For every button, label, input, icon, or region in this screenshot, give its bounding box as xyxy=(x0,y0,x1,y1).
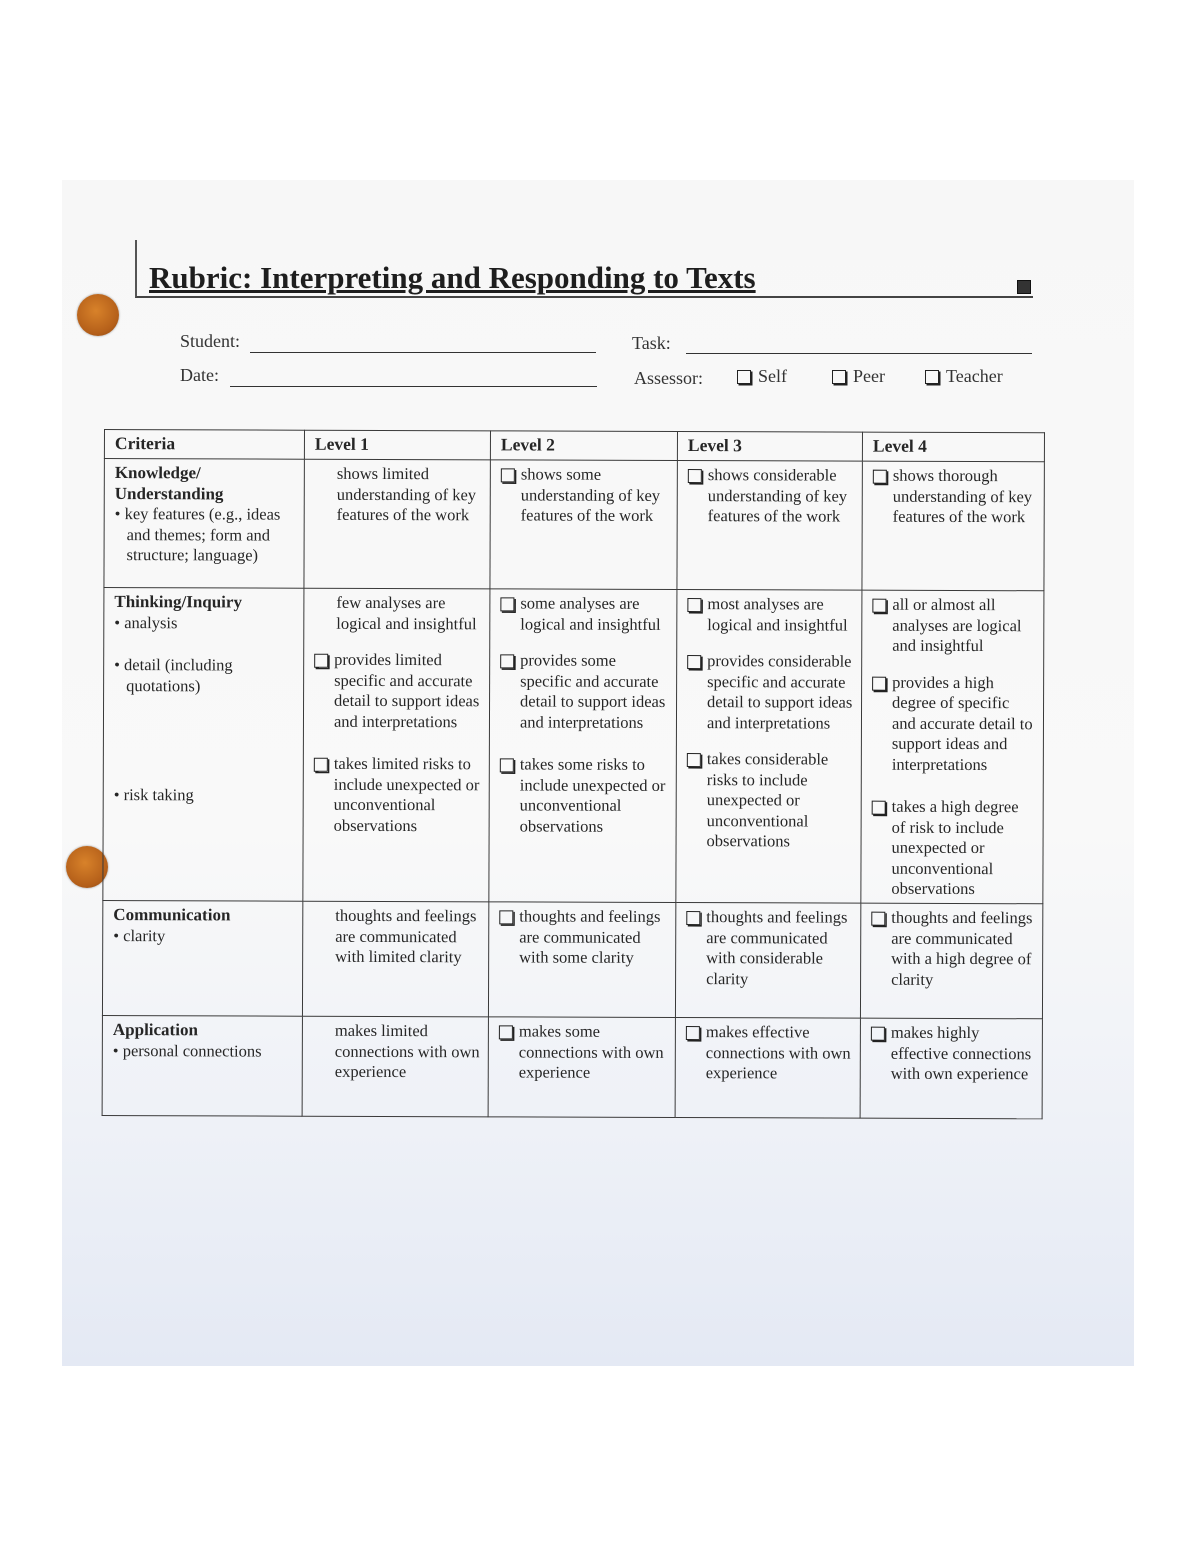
header-criteria: Criteria xyxy=(104,430,304,460)
assessor-option-label: Teacher xyxy=(946,366,1003,386)
header-level-4: Level 4 xyxy=(862,432,1044,462)
task-label: Task: xyxy=(632,333,671,353)
checkbox-icon[interactable] xyxy=(686,1026,700,1040)
descriptor[interactable] xyxy=(500,754,668,837)
descriptor[interactable] xyxy=(686,907,852,990)
task-field[interactable] xyxy=(686,353,1032,354)
checkbox-icon[interactable] xyxy=(314,758,328,772)
criteria-bullet: • clarity xyxy=(113,925,166,945)
criteria-bullet: • risk taking xyxy=(113,785,194,805)
checkbox-icon[interactable] xyxy=(832,370,846,384)
descriptor xyxy=(313,1021,480,1083)
level-cell xyxy=(489,589,677,903)
descriptor-text: thoughts and feelings are communicated with some clarity xyxy=(519,906,661,967)
descriptor[interactable] xyxy=(687,594,853,636)
descriptor-text: thoughts and feelings are communicated with considerable clarity xyxy=(706,907,848,988)
checkbox-icon[interactable] xyxy=(871,912,885,926)
descriptor[interactable] xyxy=(686,1022,852,1084)
descriptor[interactable] xyxy=(872,672,1035,775)
descriptor-text: makes some connections with own experience xyxy=(518,1021,664,1082)
descriptor-text: provides some specific and accurate detail to support ideas and interpretations xyxy=(519,650,666,732)
assessor-option-self[interactable] xyxy=(737,366,787,387)
level-cell xyxy=(861,590,1044,904)
descriptor[interactable] xyxy=(499,1021,667,1083)
descriptor[interactable] xyxy=(872,595,1035,657)
descriptor-text: takes limited risks to include unexpected or unconventional observations xyxy=(333,753,480,835)
descriptor[interactable] xyxy=(314,754,481,837)
header-level-3: Level 3 xyxy=(677,432,862,462)
descriptor[interactable] xyxy=(501,464,669,526)
descriptor-text: shows considerable understanding of key features of the work xyxy=(707,465,848,526)
checkbox-icon[interactable] xyxy=(871,1027,885,1041)
checkbox-icon[interactable] xyxy=(872,599,886,613)
checkbox-icon[interactable] xyxy=(737,370,751,384)
criteria-title: Thinking/Inquiry xyxy=(114,592,243,612)
page-title: Rubric: Interpreting and Responding to Texts xyxy=(149,260,756,295)
assessor-label: Assessor: xyxy=(634,368,704,388)
descriptor[interactable] xyxy=(500,650,668,733)
checkbox-icon[interactable] xyxy=(873,470,887,484)
descriptor-text: makes effective connections with own experience xyxy=(705,1022,851,1083)
descriptor[interactable] xyxy=(687,749,853,852)
descriptor-text: takes some risks to include unexpected or unconventional observations xyxy=(519,754,666,836)
descriptor-text: provides a high degree of specific and accurate detail to support ideas and interpretations xyxy=(891,672,1033,774)
checkbox-icon[interactable] xyxy=(688,469,702,483)
descriptor-text: takes considerable risks to include unexpected or unconventional observations xyxy=(706,749,829,851)
checkbox-icon[interactable] xyxy=(687,598,701,612)
criteria-cell xyxy=(102,900,302,1016)
level-cell xyxy=(677,461,862,591)
student-field[interactable] xyxy=(250,352,596,353)
criteria-title: Knowledge/ Understanding xyxy=(114,463,224,503)
checkbox-icon[interactable] xyxy=(500,654,514,668)
assessor-option-peer[interactable] xyxy=(832,366,885,387)
assessor-option-label: Peer xyxy=(853,366,885,386)
criteria-bullet: • personal connections xyxy=(112,1040,262,1061)
descriptor-text: makes highly effective connections with own experience xyxy=(890,1022,1032,1084)
criteria-cell xyxy=(103,588,304,902)
level-cell xyxy=(302,1016,488,1117)
descriptor xyxy=(313,906,480,968)
checkbox-icon[interactable] xyxy=(499,910,513,924)
level-cell xyxy=(490,460,677,590)
descriptor-text: shows limited understanding of key features of the work xyxy=(336,463,477,525)
table-row xyxy=(103,588,1044,904)
level-cell xyxy=(675,1017,860,1118)
date-label: Date: xyxy=(180,365,219,385)
criteria-bullet: • detail (including quotations) xyxy=(114,655,233,695)
checkbox-icon[interactable] xyxy=(687,655,701,669)
rubric-table xyxy=(102,429,1045,1119)
level-cell xyxy=(676,590,862,904)
checkbox-icon[interactable] xyxy=(872,676,886,690)
descriptor[interactable] xyxy=(871,797,1034,900)
level-cell xyxy=(304,459,490,589)
descriptor xyxy=(315,464,482,526)
level-cell xyxy=(860,903,1042,1019)
descriptor-text: some analyses are logical and insightful xyxy=(520,593,661,634)
descriptor-text: makes limited connections with own experience xyxy=(334,1020,480,1082)
checkbox-icon[interactable] xyxy=(925,370,939,384)
checkbox-icon[interactable] xyxy=(500,758,514,772)
checkbox-icon[interactable] xyxy=(500,597,514,611)
corner-mark-icon xyxy=(1017,280,1031,294)
descriptor-text: provides considerable specific and accurate detail to support ideas and interpretations xyxy=(706,651,853,733)
criteria-cell xyxy=(104,459,304,589)
descriptor[interactable] xyxy=(871,908,1034,991)
descriptor-text: shows some understanding of key features of the work xyxy=(520,464,661,525)
criteria-title: Application xyxy=(112,1020,198,1040)
level-cell xyxy=(488,902,675,1018)
assessor-option-teacher[interactable] xyxy=(925,366,1003,387)
descriptor[interactable] xyxy=(687,651,853,734)
descriptor-text: most analyses are logical and insightful xyxy=(707,594,848,635)
level-cell xyxy=(860,1018,1042,1119)
descriptor-text: takes a high degree of risk to include unexpected or unconventional observations xyxy=(891,796,1019,899)
date-field[interactable] xyxy=(230,386,597,387)
descriptor-text: shows thorough understanding of key features of the work xyxy=(892,465,1033,527)
descriptor-text: few analyses are logical and insightful xyxy=(336,592,477,633)
level-cell xyxy=(303,588,490,902)
checkbox-icon[interactable] xyxy=(501,468,515,482)
table-row xyxy=(102,1015,1042,1118)
descriptor[interactable] xyxy=(873,466,1036,528)
table-row xyxy=(104,459,1044,591)
descriptor[interactable] xyxy=(688,465,854,527)
level-cell xyxy=(862,461,1044,591)
header-row xyxy=(104,430,1044,462)
checkbox-icon[interactable] xyxy=(872,801,886,815)
descriptor-text: thoughts and feelings are communicated with a high degree of clarity xyxy=(891,907,1033,989)
hole-punch-top xyxy=(77,294,119,336)
student-label: Student: xyxy=(180,331,241,351)
checkbox-icon[interactable] xyxy=(314,654,328,668)
header-level-1: Level 1 xyxy=(304,430,490,460)
checkbox-icon[interactable] xyxy=(686,911,700,925)
checkbox-icon[interactable] xyxy=(687,753,701,767)
descriptor[interactable] xyxy=(314,650,481,733)
criteria-bullet: • analysis xyxy=(114,612,178,632)
descriptor[interactable] xyxy=(500,593,668,635)
descriptor[interactable] xyxy=(871,1023,1034,1085)
descriptor[interactable] xyxy=(499,906,667,968)
criteria-cell xyxy=(102,1015,302,1116)
checkbox-icon[interactable] xyxy=(499,1025,513,1039)
table-row xyxy=(102,900,1042,1018)
title-rule xyxy=(135,240,1033,298)
header-level-2: Level 2 xyxy=(490,431,677,461)
criteria-title: Communication xyxy=(113,905,231,925)
criteria-bullet: • key features (e.g., ideas and themes; form and structure; language) xyxy=(114,504,281,565)
level-cell xyxy=(675,902,860,1018)
descriptor-text: thoughts and feelings are communicated with limited clarity xyxy=(335,905,477,967)
assessor-option-label: Self xyxy=(758,366,787,386)
descriptor xyxy=(314,593,481,635)
descriptor-text: provides limited specific and accurate detail to support ideas and interpretations xyxy=(333,649,480,731)
descriptor-text: all or almost all analyses are logical and insightful xyxy=(892,594,1022,656)
level-cell xyxy=(302,901,488,1017)
level-cell xyxy=(488,1017,675,1118)
